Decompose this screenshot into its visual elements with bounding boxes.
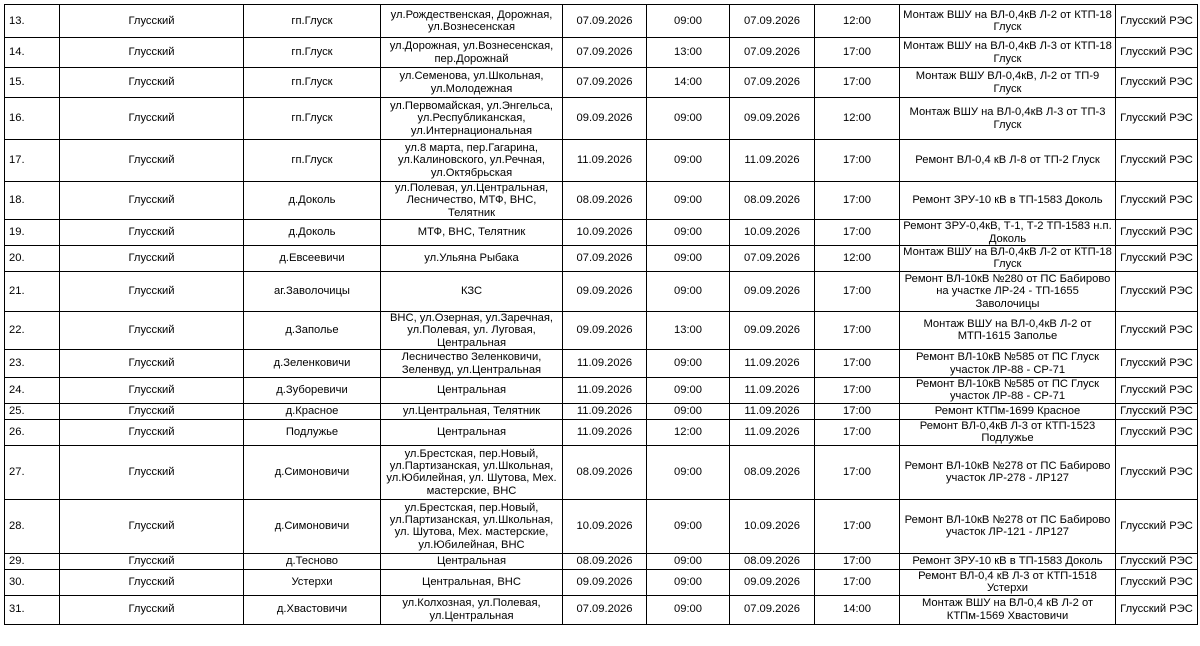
res-cell: Глусский РЭС (1116, 220, 1198, 246)
start-time-cell: 13:00 (647, 38, 730, 68)
start-date-cell: 10.09.2026 (563, 499, 647, 553)
work-description-cell: Ремонт ВЛ-10кВ №585 от ПС Глуск участок ЛР-88 - СР-71 (900, 350, 1116, 378)
res-cell: Глусский РЭС (1116, 68, 1198, 98)
start-time-cell: 13:00 (647, 311, 730, 349)
end-time-cell: 17:00 (815, 38, 900, 68)
settlement-cell: д.Зуборевичи (244, 378, 381, 404)
end-date-cell: 11.09.2026 (730, 140, 815, 182)
district-cell: Глусский (60, 553, 244, 569)
row-number: 25. (5, 403, 60, 419)
table-row (5, 403, 1198, 419)
end-date-cell: 07.09.2026 (730, 38, 815, 68)
end-time-cell: 17:00 (815, 68, 900, 98)
district-cell: Глусский (60, 595, 244, 624)
row-number: 31. (5, 595, 60, 624)
district-cell: Глусский (60, 271, 244, 311)
work-description-cell: Ремонт ЗРУ-10 кВ в ТП-1583 Доколь (900, 182, 1116, 220)
end-time-cell: 17:00 (815, 182, 900, 220)
end-date-cell: 07.09.2026 (730, 68, 815, 98)
end-date-cell: 07.09.2026 (730, 595, 815, 624)
table-row (5, 350, 1198, 378)
streets-cell: КЗС (381, 271, 563, 311)
start-date-cell: 09.09.2026 (563, 271, 647, 311)
settlement-cell: гп.Глуск (244, 5, 381, 38)
table-body (5, 5, 1198, 625)
district-cell: Глусский (60, 499, 244, 553)
district-cell: Глусский (60, 311, 244, 349)
res-cell: Глусский РЭС (1116, 445, 1198, 499)
settlement-cell: д.Заполье (244, 311, 381, 349)
streets-cell: ул.Семенова, ул.Школьная, ул.Молодежная (381, 68, 563, 98)
res-cell: Глусский РЭС (1116, 140, 1198, 182)
end-time-cell: 17:00 (815, 403, 900, 419)
settlement-cell: Устерхи (244, 569, 381, 595)
table-row (5, 419, 1198, 445)
district-cell: Глусский (60, 220, 244, 246)
row-number: 19. (5, 220, 60, 246)
start-date-cell: 07.09.2026 (563, 595, 647, 624)
res-cell: Глусский РЭС (1116, 246, 1198, 272)
table-row (5, 182, 1198, 220)
end-time-cell: 17:00 (815, 569, 900, 595)
settlement-cell: аг.Заволочицы (244, 271, 381, 311)
work-description-cell: Ремонт ВЛ-0,4кВ Л-3 от КТП-1523 Подлужье (900, 419, 1116, 445)
settlement-cell: д.Доколь (244, 182, 381, 220)
res-cell: Глусский РЭС (1116, 5, 1198, 38)
work-description-cell: Монтаж ВШУ ВЛ-0,4кВ, Л-2 от ТП-9 Глуск (900, 68, 1116, 98)
row-number: 27. (5, 445, 60, 499)
end-time-cell: 17:00 (815, 350, 900, 378)
work-description-cell: Ремонт ВЛ-10кВ №585 от ПС Глуск участок ЛР-88 - СР-71 (900, 378, 1116, 404)
res-cell: Глусский РЭС (1116, 569, 1198, 595)
res-cell: Глусский РЭС (1116, 182, 1198, 220)
end-time-cell: 17:00 (815, 271, 900, 311)
streets-cell: ул.Рождественская, Дорожная, ул.Вознесенская (381, 5, 563, 38)
res-cell: Глусский РЭС (1116, 419, 1198, 445)
work-description-cell: Монтаж ВШУ на ВЛ-0,4кВ Л-2 от МТП-1615 Заполье (900, 311, 1116, 349)
district-cell: Глусский (60, 246, 244, 272)
streets-cell: ул.Ульяна Рыбака (381, 246, 563, 272)
end-date-cell: 11.09.2026 (730, 403, 815, 419)
district-cell: Глусский (60, 5, 244, 38)
streets-cell: ул.Полевая, ул.Центральная, Лесничество, МТФ, ВНС, Телятник (381, 182, 563, 220)
end-date-cell: 08.09.2026 (730, 182, 815, 220)
streets-cell: ул.Брестская, пер.Новый, ул.Партизанская, ул.Школьная, ул. Шутова, Мех. мастерские, ул.Юбилейная, ВНС (381, 499, 563, 553)
district-cell: Глусский (60, 419, 244, 445)
table-row (5, 445, 1198, 499)
work-description-cell: Ремонт ЗРУ-10 кВ в ТП-1583 Доколь (900, 553, 1116, 569)
res-cell: Глусский РЭС (1116, 595, 1198, 624)
start-date-cell: 11.09.2026 (563, 403, 647, 419)
row-number: 29. (5, 553, 60, 569)
row-number: 26. (5, 419, 60, 445)
streets-cell: Центральная (381, 378, 563, 404)
table-row (5, 220, 1198, 246)
res-cell: Глусский РЭС (1116, 271, 1198, 311)
work-description-cell: Монтаж ВШУ на ВЛ-0,4 кВ Л-2 от КТПм-1569 Хвастовичи (900, 595, 1116, 624)
start-time-cell: 09:00 (647, 499, 730, 553)
end-time-cell: 12:00 (815, 5, 900, 38)
start-date-cell: 08.09.2026 (563, 553, 647, 569)
table-row (5, 98, 1198, 140)
settlement-cell: д.Тесново (244, 553, 381, 569)
start-date-cell: 08.09.2026 (563, 182, 647, 220)
streets-cell: Лесничество Зеленковичи, Зеленвуд, ул.Центральная (381, 350, 563, 378)
start-time-cell: 09:00 (647, 569, 730, 595)
row-number: 16. (5, 98, 60, 140)
settlement-cell: д.Симоновичи (244, 445, 381, 499)
end-time-cell: 17:00 (815, 220, 900, 246)
res-cell: Глусский РЭС (1116, 499, 1198, 553)
row-number: 23. (5, 350, 60, 378)
settlement-cell: д.Зеленковичи (244, 350, 381, 378)
start-time-cell: 09:00 (647, 445, 730, 499)
settlement-cell: гп.Глуск (244, 68, 381, 98)
start-time-cell: 09:00 (647, 182, 730, 220)
start-date-cell: 11.09.2026 (563, 378, 647, 404)
table-row (5, 311, 1198, 349)
district-cell: Глусский (60, 182, 244, 220)
start-date-cell: 11.09.2026 (563, 419, 647, 445)
start-date-cell: 10.09.2026 (563, 220, 647, 246)
work-description-cell: Ремонт ВЛ-10кВ №278 от ПС Бабирово участок ЛР-278 - ЛР127 (900, 445, 1116, 499)
end-time-cell: 17:00 (815, 499, 900, 553)
district-cell: Глусский (60, 445, 244, 499)
streets-cell: ул.Центральная, Телятник (381, 403, 563, 419)
streets-cell: МТФ, ВНС, Телятник (381, 220, 563, 246)
streets-cell: Центральная (381, 419, 563, 445)
end-date-cell: 11.09.2026 (730, 350, 815, 378)
start-time-cell: 09:00 (647, 378, 730, 404)
start-time-cell: 09:00 (647, 595, 730, 624)
start-time-cell: 12:00 (647, 419, 730, 445)
end-date-cell: 09.09.2026 (730, 98, 815, 140)
district-cell: Глусский (60, 98, 244, 140)
district-cell: Глусский (60, 378, 244, 404)
start-time-cell: 09:00 (647, 140, 730, 182)
end-date-cell: 08.09.2026 (730, 553, 815, 569)
end-date-cell: 09.09.2026 (730, 569, 815, 595)
district-cell: Глусский (60, 569, 244, 595)
start-date-cell: 08.09.2026 (563, 445, 647, 499)
streets-cell: ВНС, ул.Озерная, ул.Заречная, ул.Полевая, ул. Луговая, Центральная (381, 311, 563, 349)
work-description-cell: Ремонт ВЛ-10кВ №278 от ПС Бабирово участок ЛР-121 - ЛР127 (900, 499, 1116, 553)
settlement-cell: гп.Глуск (244, 98, 381, 140)
res-cell: Глусский РЭС (1116, 378, 1198, 404)
outage-schedule-table (4, 4, 1198, 625)
start-time-cell: 09:00 (647, 246, 730, 272)
row-number: 22. (5, 311, 60, 349)
row-number: 20. (5, 246, 60, 272)
settlement-cell: д.Хвастовичи (244, 595, 381, 624)
res-cell: Глусский РЭС (1116, 553, 1198, 569)
start-date-cell: 07.09.2026 (563, 38, 647, 68)
settlement-cell: гп.Глуск (244, 38, 381, 68)
work-description-cell: Ремонт ВЛ-0,4 кВ Л-8 от ТП-2 Глуск (900, 140, 1116, 182)
end-date-cell: 09.09.2026 (730, 311, 815, 349)
end-date-cell: 07.09.2026 (730, 246, 815, 272)
work-description-cell: Монтаж ВШУ на ВЛ-0,4кВ Л-2 от КТП-18 Глуск (900, 246, 1116, 272)
start-time-cell: 14:00 (647, 68, 730, 98)
start-time-cell: 09:00 (647, 271, 730, 311)
streets-cell: ул.8 марта, пер.Гагарина, ул.Калиновского, ул.Речная, ул.Октябрьская (381, 140, 563, 182)
res-cell: Глусский РЭС (1116, 311, 1198, 349)
row-number: 13. (5, 5, 60, 38)
res-cell: Глусский РЭС (1116, 403, 1198, 419)
end-date-cell: 08.09.2026 (730, 445, 815, 499)
work-description-cell: Монтаж ВШУ на ВЛ-0,4кВ Л-3 от ТП-3 Глуск (900, 98, 1116, 140)
start-time-cell: 09:00 (647, 350, 730, 378)
table-row (5, 499, 1198, 553)
row-number: 17. (5, 140, 60, 182)
work-description-cell: Ремонт КТПм-1699 Красное (900, 403, 1116, 419)
settlement-cell: Подлужье (244, 419, 381, 445)
streets-cell: Центральная, ВНС (381, 569, 563, 595)
district-cell: Глусский (60, 68, 244, 98)
start-time-cell: 09:00 (647, 553, 730, 569)
start-time-cell: 09:00 (647, 220, 730, 246)
row-number: 28. (5, 499, 60, 553)
end-date-cell: 11.09.2026 (730, 419, 815, 445)
settlement-cell: гп.Глуск (244, 140, 381, 182)
table-row (5, 569, 1198, 595)
end-time-cell: 17:00 (815, 378, 900, 404)
end-time-cell: 17:00 (815, 419, 900, 445)
end-date-cell: 11.09.2026 (730, 378, 815, 404)
table-row (5, 378, 1198, 404)
end-date-cell: 07.09.2026 (730, 5, 815, 38)
row-number: 14. (5, 38, 60, 68)
start-date-cell: 09.09.2026 (563, 98, 647, 140)
start-date-cell: 11.09.2026 (563, 350, 647, 378)
start-time-cell: 09:00 (647, 98, 730, 140)
end-time-cell: 14:00 (815, 595, 900, 624)
end-date-cell: 10.09.2026 (730, 499, 815, 553)
res-cell: Глусский РЭС (1116, 350, 1198, 378)
end-time-cell: 17:00 (815, 311, 900, 349)
start-date-cell: 09.09.2026 (563, 311, 647, 349)
table-row (5, 140, 1198, 182)
table-row (5, 595, 1198, 624)
start-date-cell: 09.09.2026 (563, 569, 647, 595)
settlement-cell: д.Красное (244, 403, 381, 419)
start-date-cell: 07.09.2026 (563, 5, 647, 38)
start-time-cell: 09:00 (647, 5, 730, 38)
res-cell: Глусский РЭС (1116, 38, 1198, 68)
district-cell: Глусский (60, 350, 244, 378)
res-cell: Глусский РЭС (1116, 98, 1198, 140)
start-date-cell: 07.09.2026 (563, 68, 647, 98)
table-row (5, 271, 1198, 311)
end-time-cell: 17:00 (815, 140, 900, 182)
district-cell: Глусский (60, 140, 244, 182)
start-time-cell: 09:00 (647, 403, 730, 419)
row-number: 18. (5, 182, 60, 220)
streets-cell: Центральная (381, 553, 563, 569)
settlement-cell: д.Доколь (244, 220, 381, 246)
table-row (5, 38, 1198, 68)
row-number: 30. (5, 569, 60, 595)
table-row (5, 246, 1198, 272)
end-time-cell: 12:00 (815, 246, 900, 272)
start-date-cell: 11.09.2026 (563, 140, 647, 182)
row-number: 24. (5, 378, 60, 404)
streets-cell: ул.Брестская, пер.Новый, ул.Партизанская, ул.Школьная, ул.Юбилейная, ул. Шутова, Мех. мастерские, ВНС (381, 445, 563, 499)
row-number: 15. (5, 68, 60, 98)
settlement-cell: д.Евсеевичи (244, 246, 381, 272)
row-number: 21. (5, 271, 60, 311)
district-cell: Глусский (60, 38, 244, 68)
work-description-cell: Ремонт ВЛ-0,4 кВ Л-3 от КТП-1518 Устерхи (900, 569, 1116, 595)
table-row (5, 553, 1198, 569)
streets-cell: ул.Первомайская, ул.Энгельса, ул.Республиканская, ул.Интернациональная (381, 98, 563, 140)
streets-cell: ул.Дорожная, ул.Вознесенская, пер.Дорожнай (381, 38, 563, 68)
end-date-cell: 10.09.2026 (730, 220, 815, 246)
work-description-cell: Ремонт ЗРУ-0,4кВ, Т-1, Т-2 ТП-1583 н.п. Доколь (900, 220, 1116, 246)
work-description-cell: Монтаж ВШУ на ВЛ-0,4кВ Л-2 от КТП-18 Глуск (900, 5, 1116, 38)
table-row (5, 68, 1198, 98)
work-description-cell: Ремонт ВЛ-10кВ №280 от ПС Бабирово на участке ЛР-24 - ТП-1655 Заволочицы (900, 271, 1116, 311)
table-row (5, 5, 1198, 38)
start-date-cell: 07.09.2026 (563, 246, 647, 272)
end-time-cell: 12:00 (815, 98, 900, 140)
work-description-cell: Монтаж ВШУ на ВЛ-0,4кВ Л-3 от КТП-18 Глуск (900, 38, 1116, 68)
end-time-cell: 17:00 (815, 553, 900, 569)
end-date-cell: 09.09.2026 (730, 271, 815, 311)
district-cell: Глусский (60, 403, 244, 419)
settlement-cell: д.Симоновичи (244, 499, 381, 553)
end-time-cell: 17:00 (815, 445, 900, 499)
streets-cell: ул.Колхозная, ул.Полевая, ул.Центральная (381, 595, 563, 624)
